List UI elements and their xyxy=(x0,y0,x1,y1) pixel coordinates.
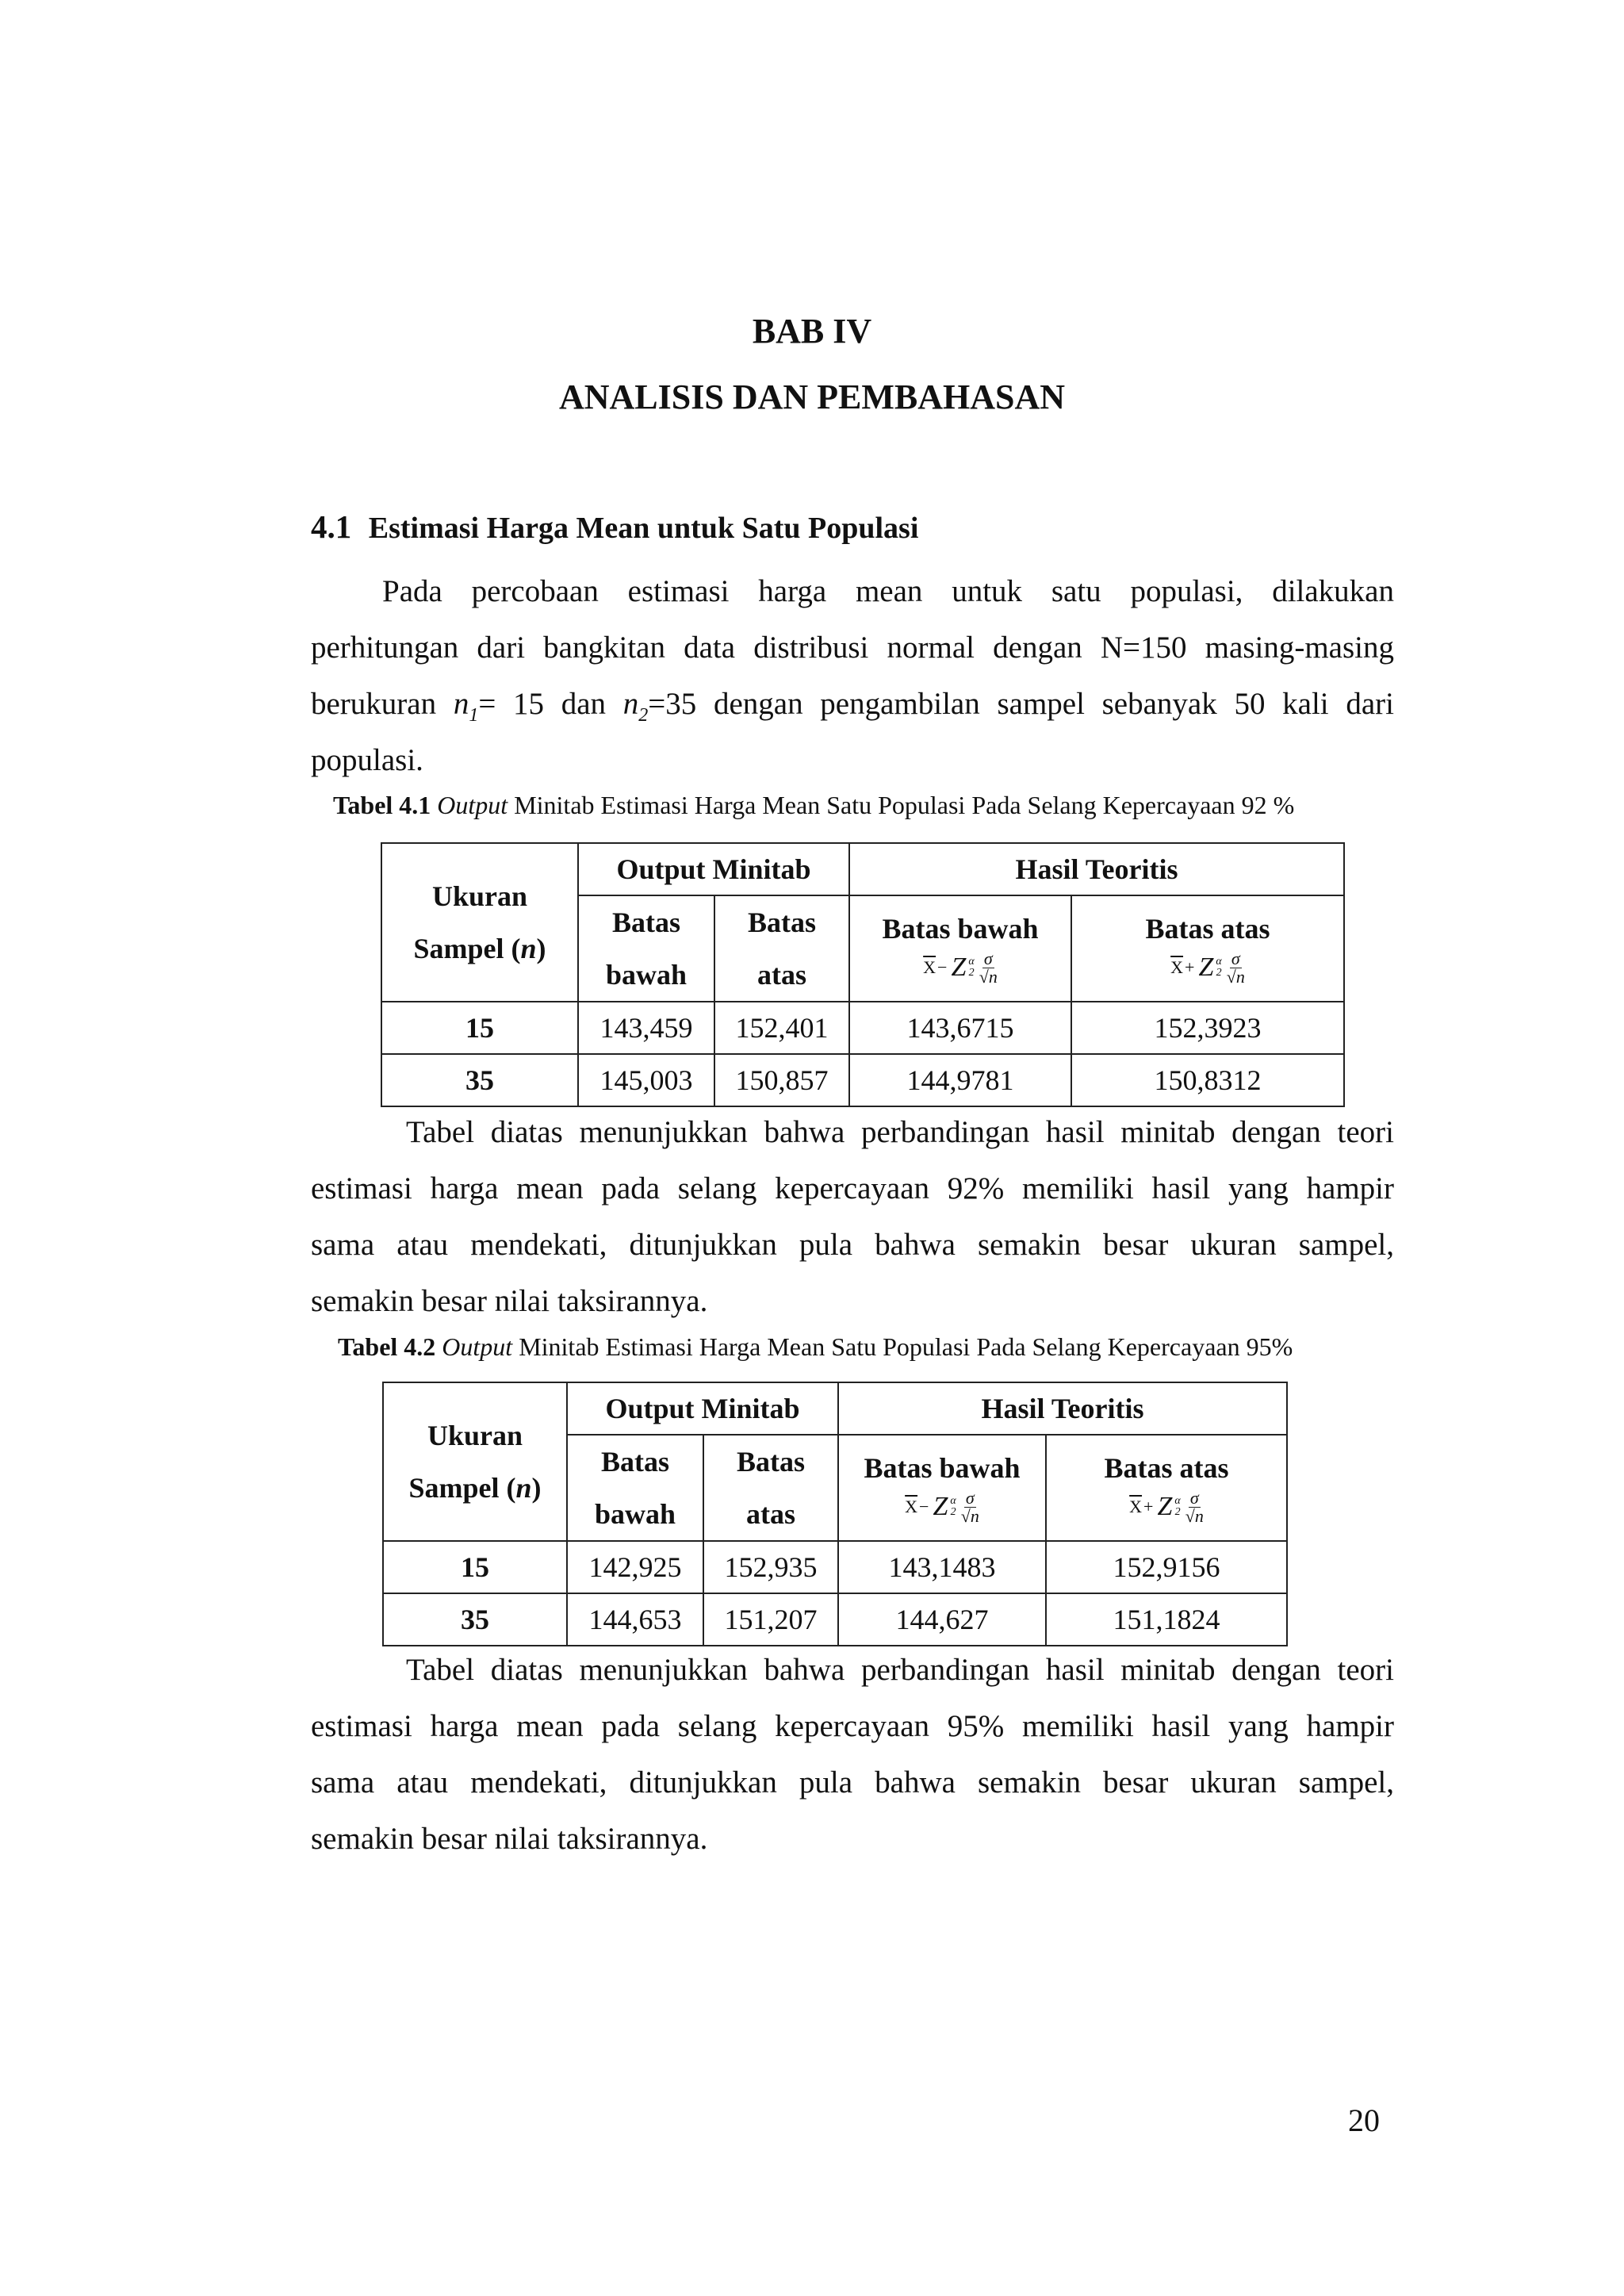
table2-caption xyxy=(338,1332,1293,1362)
paragraph-line: semakin besar nilai taksirannya. xyxy=(311,1822,708,1856)
header-output-minitab: Output Minitab xyxy=(567,1382,838,1435)
text-run: = 15 dan xyxy=(478,687,623,721)
table1-caption-text: Minitab Estimasi Harga Mean Satu Populasi Pada Selang Kepercayaan 92 % xyxy=(514,791,1295,819)
paragraph-line: populasi. xyxy=(311,743,423,777)
xbar-symbol: $\overline{X}$ xyxy=(905,1497,918,1516)
sqrt-n-symbol: √n xyxy=(979,966,998,987)
header-close: ) xyxy=(531,1472,542,1504)
cell-n: 35 xyxy=(383,1593,567,1646)
two-symbol: 2 xyxy=(1216,967,1222,979)
z-symbol: Z xyxy=(1157,1492,1173,1521)
header-batas-bawah: Batas bawah xyxy=(864,1451,1021,1484)
header-ukuran: Ukuran xyxy=(431,880,528,912)
table1-caption-italic: Output xyxy=(437,791,508,819)
two-symbol: 2 xyxy=(950,1506,956,1518)
header-ukuran: Ukuran xyxy=(427,1420,523,1451)
cell-bawah: 142,925 xyxy=(567,1541,703,1593)
page-number: 20 xyxy=(1348,2102,1380,2138)
minus-symbol: − xyxy=(919,1497,929,1516)
cell-teori-bawah: 143,1483 xyxy=(838,1541,1046,1593)
header-n: n xyxy=(515,1472,532,1504)
two-symbol: 2 xyxy=(968,967,975,979)
table2-caption-text: Minitab Estimasi Harga Mean Satu Populasi Pada Selang Kepercayaan 95% xyxy=(519,1332,1293,1361)
header-bawah: bawah xyxy=(605,959,688,991)
cell-bawah: 143,459 xyxy=(578,1002,714,1054)
cell-teori-atas: 152,9156 xyxy=(1046,1541,1287,1593)
header-bawah: bawah xyxy=(594,1498,676,1530)
cell-teori-atas: 150,8312 xyxy=(1071,1054,1344,1106)
paragraph-line: Pada percobaan estimasi harga mean untuk satu populasi, dilakukan xyxy=(382,574,1394,608)
table-row xyxy=(383,1593,1287,1646)
header-batas: Batas xyxy=(600,1446,669,1478)
two-symbol: 2 xyxy=(1174,1506,1181,1518)
sigma-symbol: σ xyxy=(1189,1487,1199,1508)
header-batas-atas: Batas atas xyxy=(1145,912,1270,945)
z-symbol: Z xyxy=(1198,953,1214,982)
header-sampel-text: Sampel ( xyxy=(413,933,521,964)
n1-subscript: 1 xyxy=(469,704,479,726)
sigma-over-sqrt-n xyxy=(961,1489,979,1525)
paragraph-2 xyxy=(311,1104,1394,1329)
table-header-row xyxy=(381,843,1344,895)
sigma-over-sqrt-n xyxy=(979,950,998,986)
cell-teori-atas: 151,1824 xyxy=(1046,1593,1287,1646)
alpha-symbol: α xyxy=(968,956,975,968)
n1-symbol: n xyxy=(453,687,469,721)
header-ukuran-sampel xyxy=(383,1382,567,1541)
section-heading xyxy=(311,508,918,546)
sqrt-n-symbol: √n xyxy=(1226,966,1245,987)
text-run: berukuran xyxy=(311,687,454,721)
table1-caption xyxy=(333,791,1294,820)
cell-teori-atas: 152,3923 xyxy=(1071,1002,1344,1054)
cell-teori-bawah: 143,6715 xyxy=(849,1002,1071,1054)
formula-upper xyxy=(1170,950,1245,986)
table-row xyxy=(381,1054,1344,1106)
header-batas-atas-minitab xyxy=(703,1435,838,1541)
cell-atas: 151,207 xyxy=(703,1593,838,1646)
section-title: Estimasi Harga Mean untuk Satu Populasi xyxy=(368,512,919,545)
header-batas: Batas xyxy=(747,907,816,938)
xbar-symbol: $\overline{X}$ xyxy=(923,957,936,977)
header-batas-bawah-teori xyxy=(838,1435,1046,1541)
sigma-symbol: σ xyxy=(965,1487,975,1508)
header-batas-bawah-teori xyxy=(849,895,1071,1002)
cell-n: 15 xyxy=(381,1002,578,1054)
table1-caption-label: Tabel 4.1 xyxy=(333,791,431,819)
cell-n: 35 xyxy=(381,1054,578,1106)
header-batas-atas-teori xyxy=(1071,895,1344,1002)
chapter-title: ANALISIS DAN PEMBAHASAN xyxy=(558,378,1066,416)
sqrt-n-symbol: √n xyxy=(1185,1505,1204,1526)
table-header-row xyxy=(383,1382,1287,1435)
header-sampel xyxy=(384,1462,566,1514)
alpha-over-2 xyxy=(1174,1496,1180,1518)
n2-subscript: 2 xyxy=(638,704,649,726)
header-batas: Batas xyxy=(611,907,680,938)
paragraph-line: perhitungan dari bangkitan data distribusi normal dengan N=150 masing-masing xyxy=(311,631,1394,665)
alpha-symbol: α xyxy=(1174,1495,1181,1507)
alpha-over-2 xyxy=(968,956,974,979)
section-number: 4.1 xyxy=(311,508,352,545)
header-batas-atas-teori xyxy=(1046,1435,1287,1541)
header-batas-bawah-minitab xyxy=(578,895,714,1002)
sigma-symbol: σ xyxy=(983,948,993,968)
header-batas: Batas xyxy=(736,1446,805,1478)
alpha-over-2 xyxy=(950,1496,956,1518)
cell-atas: 152,935 xyxy=(703,1541,838,1593)
paragraph-line: Tabel diatas menunjukkan bahwa perbandingan hasil minitab dengan teori xyxy=(406,1115,1394,1149)
header-output-minitab: Output Minitab xyxy=(578,843,849,895)
header-atas: atas xyxy=(746,1498,795,1530)
cell-teori-bawah: 144,9781 xyxy=(849,1054,1071,1106)
text-run: =35 dengan pengambilan sampel sebanyak 50 kali dari xyxy=(648,687,1394,721)
cell-n: 15 xyxy=(383,1541,567,1593)
header-n: n xyxy=(520,933,537,964)
header-hasil-teoritis: Hasil Teoritis xyxy=(849,843,1344,895)
alpha-symbol: α xyxy=(1216,956,1222,968)
minus-symbol: − xyxy=(937,957,948,977)
header-atas: atas xyxy=(757,959,806,991)
cell-teori-bawah: 144,627 xyxy=(838,1593,1046,1646)
paragraph-line: Tabel diatas menunjukkan bahwa perbandingan hasil minitab dengan teori xyxy=(406,1653,1394,1687)
cell-bawah: 144,653 xyxy=(567,1593,703,1646)
table2 xyxy=(382,1382,1288,1646)
cell-bawah: 145,003 xyxy=(578,1054,714,1106)
paragraph-line: sama atau mendekati, ditunjukkan pula bahwa semakin besar ukuran sampel, xyxy=(311,1765,1394,1800)
plus-symbol: + xyxy=(1143,1497,1154,1516)
formula-upper xyxy=(1129,1489,1204,1525)
table2-caption-italic: Output xyxy=(442,1332,513,1361)
alpha-over-2 xyxy=(1216,956,1221,979)
plus-symbol: + xyxy=(1185,957,1195,977)
table-row xyxy=(383,1541,1287,1593)
header-batas-bawah-minitab xyxy=(567,1435,703,1541)
cell-atas: 152,401 xyxy=(714,1002,849,1054)
paragraph-line xyxy=(311,676,1394,732)
xbar-symbol: $\overline{X}$ xyxy=(1170,957,1184,977)
z-symbol: Z xyxy=(951,953,967,982)
paragraph-line: estimasi harga mean pada selang kepercayaan 92% memiliki hasil yang hampir xyxy=(311,1171,1394,1205)
table-row xyxy=(381,1002,1344,1054)
paragraph-line: sama atau mendekati, ditunjukkan pula bahwa semakin besar ukuran sampel, xyxy=(311,1228,1394,1262)
header-batas-bawah: Batas bawah xyxy=(882,912,1039,945)
header-ukuran-sampel xyxy=(381,843,578,1002)
chapter-number: BAB IV xyxy=(752,312,872,351)
table1 xyxy=(381,842,1345,1107)
sigma-over-sqrt-n xyxy=(1227,950,1245,986)
sigma-over-sqrt-n xyxy=(1185,1489,1204,1525)
header-batas-atas: Batas atas xyxy=(1104,1451,1229,1484)
header-sampel-text: Sampel ( xyxy=(408,1472,516,1504)
header-hasil-teoritis: Hasil Teoritis xyxy=(838,1382,1287,1435)
paragraph-3 xyxy=(311,1642,1394,1867)
formula-lower xyxy=(923,950,998,986)
formula-lower xyxy=(905,1489,979,1525)
sigma-symbol: σ xyxy=(1231,948,1240,968)
intro-paragraph xyxy=(311,563,1394,788)
n2-symbol: n xyxy=(622,687,639,721)
xbar-symbol: $\overline{X}$ xyxy=(1129,1497,1143,1516)
header-batas-atas-minitab xyxy=(714,895,849,1002)
cell-atas: 150,857 xyxy=(714,1054,849,1106)
sqrt-n-symbol: √n xyxy=(960,1505,979,1526)
paragraph-line: estimasi harga mean pada selang kepercayaan 95% memiliki hasil yang hampir xyxy=(311,1709,1394,1743)
alpha-symbol: α xyxy=(950,1495,956,1507)
paragraph-line: semakin besar nilai taksirannya. xyxy=(311,1284,708,1318)
header-sampel xyxy=(382,922,577,975)
z-symbol: Z xyxy=(933,1492,948,1521)
table2-caption-label: Tabel 4.2 xyxy=(338,1332,436,1361)
header-close: ) xyxy=(536,933,546,964)
